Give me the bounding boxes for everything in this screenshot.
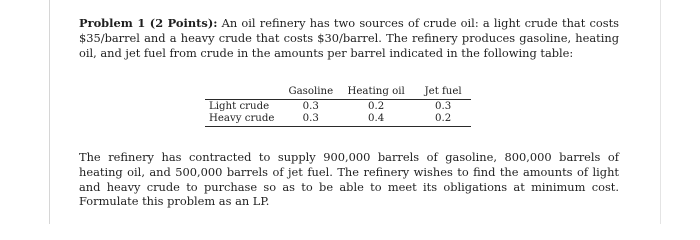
problem-label: Problem 1 (2 Points): xyxy=(79,16,218,30)
table-cell: 0.2 xyxy=(337,100,415,114)
row-header-heavy-crude: Heavy crude xyxy=(205,113,284,127)
yield-table xyxy=(205,86,471,127)
column-header-heating-oil: Heating oil xyxy=(347,86,405,97)
table-cell: 0.4 xyxy=(337,113,415,127)
problem-closing-paragraph: The refinery has contracted to supply 900,000 barrels of gasoline, 800,000 barrels of heating oil, and 500,000 barrels of jet fuel. The refinery wishes to find the amounts of light and heavy crude to purchase so as to be able to meet its obligations at minimum cost. Formulate this problem as an LP. xyxy=(79,150,619,209)
column-header-jet-fuel: Jet fuel xyxy=(424,86,462,97)
table-corner-cell xyxy=(205,86,284,100)
problem-intro-paragraph xyxy=(79,16,619,60)
table-row xyxy=(205,100,471,114)
table-header-row xyxy=(205,86,471,100)
table-cell: 0.3 xyxy=(284,113,337,127)
table-cell: 0.2 xyxy=(415,113,471,127)
table-cell: 0.3 xyxy=(415,100,471,114)
column-header-gasoline: Gasoline xyxy=(288,86,334,97)
left-margin-rule xyxy=(49,0,50,224)
right-margin-rule xyxy=(660,0,661,224)
table-cell: 0.3 xyxy=(284,100,337,114)
table-row xyxy=(205,113,471,127)
row-header-light-crude: Light crude xyxy=(205,100,284,114)
problem-intro-text: An oil refinery has two sources of crude oil: a light crude that costs $35/barrel and a heavy crude that costs $30/barrel. The refinery produces gasoline, heating oil, and jet fuel from crude in the amounts per barrel indicated in the following table: xyxy=(79,16,619,60)
